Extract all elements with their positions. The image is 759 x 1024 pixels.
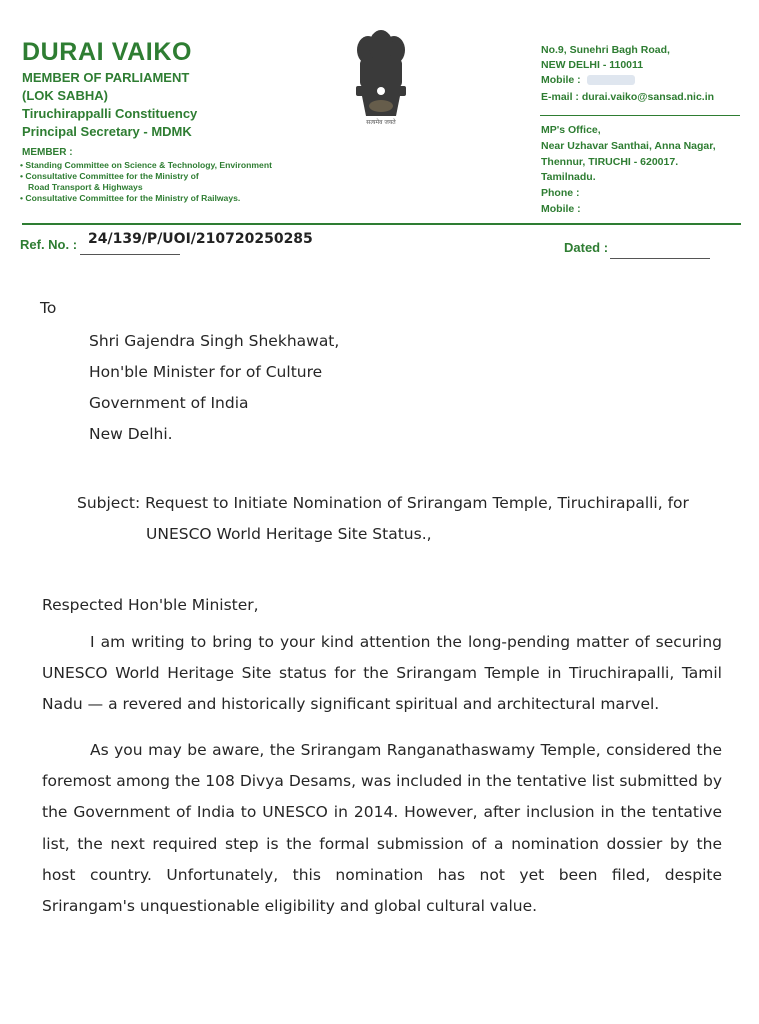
ref-label: Ref. No. : xyxy=(20,237,78,252)
membership-heading: MEMBER : xyxy=(22,147,73,158)
paragraph-text: As you may be aware, the Srirangam Ranganathaswamy Temple, considered the foremost among the 108 Divya Desams, was included in the tentative list submitted by the Government of India to UNESCO in 2014. However, after inclusion in the tentative list, the next required step is the formal submission of a nomination dossier by the host country. Unfortunately, this nomination has not yet been filed, despite Srirangam's unquestionable eligibility and global cultural value. xyxy=(42,741,722,916)
membership-item: • Consultative Committee for the Ministry of Railways. xyxy=(20,193,241,203)
ref-underline xyxy=(80,254,180,255)
sender-party-role: Principal Secretary - MDMK xyxy=(22,124,192,139)
subject-line1: Subject: Request to Initiate Nomination of Srirangam Temple, Tiruchirapalli, for xyxy=(77,494,689,512)
membership-item: • Standing Committee on Science & Technology, Environment xyxy=(20,160,272,170)
office-mobile: Mobile : xyxy=(541,203,581,215)
address-divider xyxy=(540,115,740,116)
ref-number: 24/139/P/UOI/210720250285 xyxy=(88,231,313,247)
delhi-mobile xyxy=(541,74,635,87)
salutation: Respected Hon'ble Minister, xyxy=(42,596,259,614)
recipient-organisation: Government of India xyxy=(89,394,249,412)
delhi-address-line1: No.9, Sunehri Bagh Road, xyxy=(541,44,670,56)
sender-house: (LOK SABHA) xyxy=(22,88,108,103)
sender-constituency: Tiruchirappalli Constituency xyxy=(22,106,198,121)
paragraph xyxy=(42,735,722,922)
letterhead-divider xyxy=(22,223,741,225)
delhi-mobile-label: Mobile : xyxy=(541,74,581,86)
recipient-designation: Hon'ble Minister for of Culture xyxy=(89,363,323,381)
paragraph-text: I am writing to bring to your kind attention the long-pending matter of securing UNESCO World Heritage Site status for the Srirangam Temple in Tiruchirapalli, Tamil Nadu — a revered and historically significant spiritual and architectural marvel. xyxy=(42,633,722,714)
office-address-line4: Tamilnadu. xyxy=(541,171,596,183)
sender-name: DURAI VAIKO xyxy=(22,38,193,66)
office-phone: Phone : xyxy=(541,187,580,199)
membership-list xyxy=(20,160,272,204)
dated-label: Dated : xyxy=(564,240,609,255)
office-address-line1: MP's Office, xyxy=(541,124,601,136)
delhi-address-line2: NEW DELHI - 110011 xyxy=(541,59,644,71)
sender-title: MEMBER OF PARLIAMENT xyxy=(22,70,190,85)
paragraph xyxy=(42,627,722,721)
office-address-line3: Thennur, TIRUCHI - 620017. xyxy=(541,156,679,168)
emblem-motto: सत्यमेव जयते xyxy=(366,119,396,126)
membership-item: • Consultative Committee for the Ministry of xyxy=(20,171,199,181)
recipient-city: New Delhi. xyxy=(89,425,173,443)
to-label: To xyxy=(40,299,57,317)
delhi-email: E-mail : durai.vaiko@sansad.nic.in xyxy=(541,91,715,103)
membership-item: Road Transport & Highways xyxy=(28,182,143,192)
office-address-line2: Near Uzhavar Santhai, Anna Nagar, xyxy=(541,140,716,152)
dated-underline xyxy=(610,258,710,259)
subject-line2: UNESCO World Heritage Site Status., xyxy=(146,525,432,543)
recipient-name: Shri Gajendra Singh Shekhawat, xyxy=(89,332,340,350)
redacted-mobile xyxy=(587,75,635,85)
national-emblem-icon xyxy=(346,28,416,128)
